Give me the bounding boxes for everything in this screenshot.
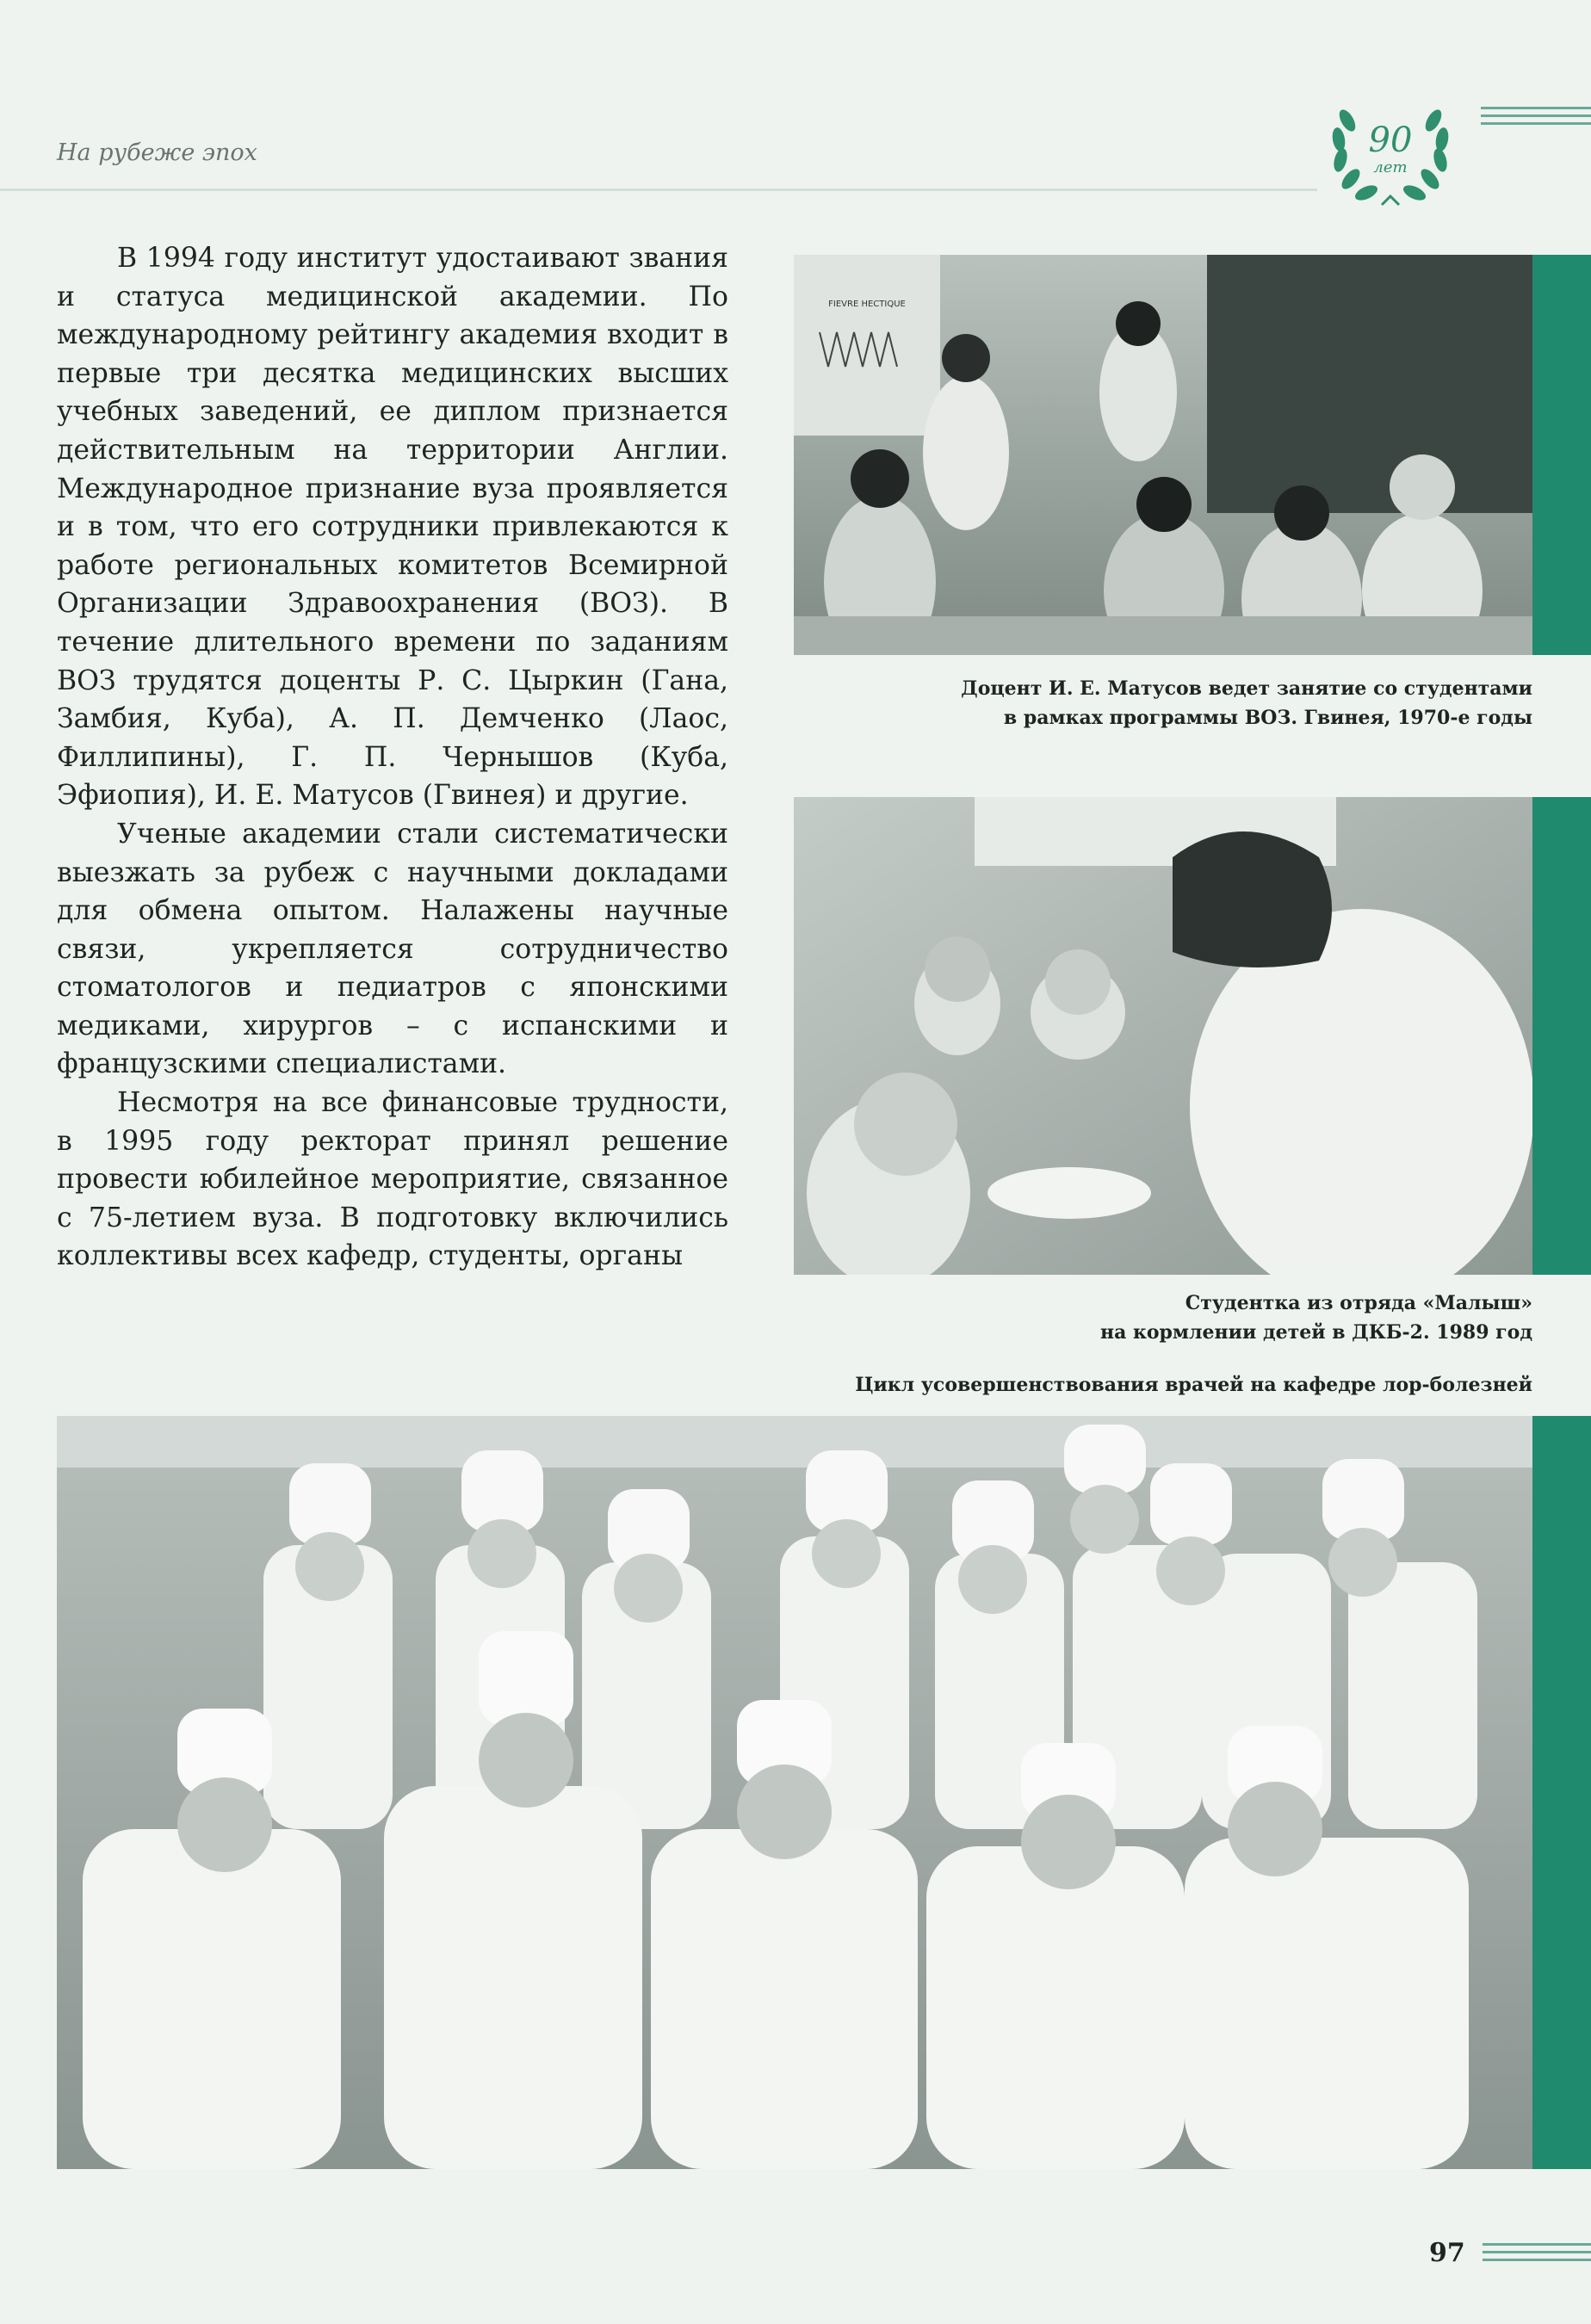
- caption-photo2: [1100, 1289, 1532, 1347]
- caption-line: на кормлении детей в ДКБ-2. 1989 год: [1099, 1321, 1532, 1344]
- running-title: На рубеже эпох: [57, 139, 257, 166]
- badge-word: лет: [1373, 158, 1408, 176]
- body-text: [57, 239, 728, 1276]
- paragraph: Несмотря на все финансовые трудности, в 1995 году ректорат принял решение провести юбилейное мероприятие, связанное с 75-летием вуза. В подготовку включились коллективы всех кафедр, студенты, органы: [57, 1087, 728, 1272]
- caption-photo1: [961, 674, 1532, 732]
- paragraph: В 1994 году институт удостаивают звания и статуса медицинской академии. По международному рейтингу академия входит в первые три десятка медицинских высших учебных заведений, ее диплом признается действительным на территории Англии. Международное признание вуза проявляется и в том, что его сотрудники привлекаются к работе региональных комитетов Всемирной Организации Здравоохранения (ВОЗ). В течение длительного времени по заданиям ВОЗ трудятся доценты Р. С. Цыркин (Гана, Замбия, Куба), А. П. Демченко (Лаос, Филлипины), Г. П. Чернышов (Куба, Эфиопия), И. Е. Матусов (Гвинея) и другие.: [57, 243, 728, 812]
- caption-line: в рамках программы ВОЗ. Гвинея, 1970-е годы: [1003, 707, 1532, 729]
- paragraph: Ученые академии стали систематически выезжать за рубеж с научными докладами для обмена опытом. Налажены научные связи, укрепляется сотрудничество стоматологов и педиатров с японскими медиками, хирургов – с испанскими и французскими специалистами.: [57, 818, 728, 1080]
- photo-ent-department-group: [57, 1416, 1532, 2169]
- page-number: 97: [1429, 2238, 1465, 2268]
- caption-line: Цикл усовершенствования врачей на кафедре лор-болезней: [855, 1374, 1532, 1396]
- header-decor-rules: [1481, 107, 1591, 130]
- footer-decor-rules: [1483, 2243, 1591, 2266]
- anniversary-badge: [1322, 79, 1459, 217]
- caption-line: Доцент И. Е. Матусов ведет занятие со студентами: [961, 677, 1532, 700]
- green-side-tab: [1532, 797, 1591, 1275]
- photo-classroom-guinea: [794, 255, 1532, 655]
- header-rule: [0, 189, 1317, 191]
- badge-number: 90: [1368, 121, 1413, 160]
- green-side-tab: [1532, 255, 1591, 655]
- poster-text: FIEVRE HECTIQUE: [828, 300, 906, 309]
- photo-student-feeding-children: [794, 797, 1532, 1275]
- caption-photo3: [855, 1370, 1532, 1400]
- caption-line: Студентка из отряда «Малыш»: [1185, 1292, 1532, 1314]
- green-side-tab: [1532, 1416, 1591, 2169]
